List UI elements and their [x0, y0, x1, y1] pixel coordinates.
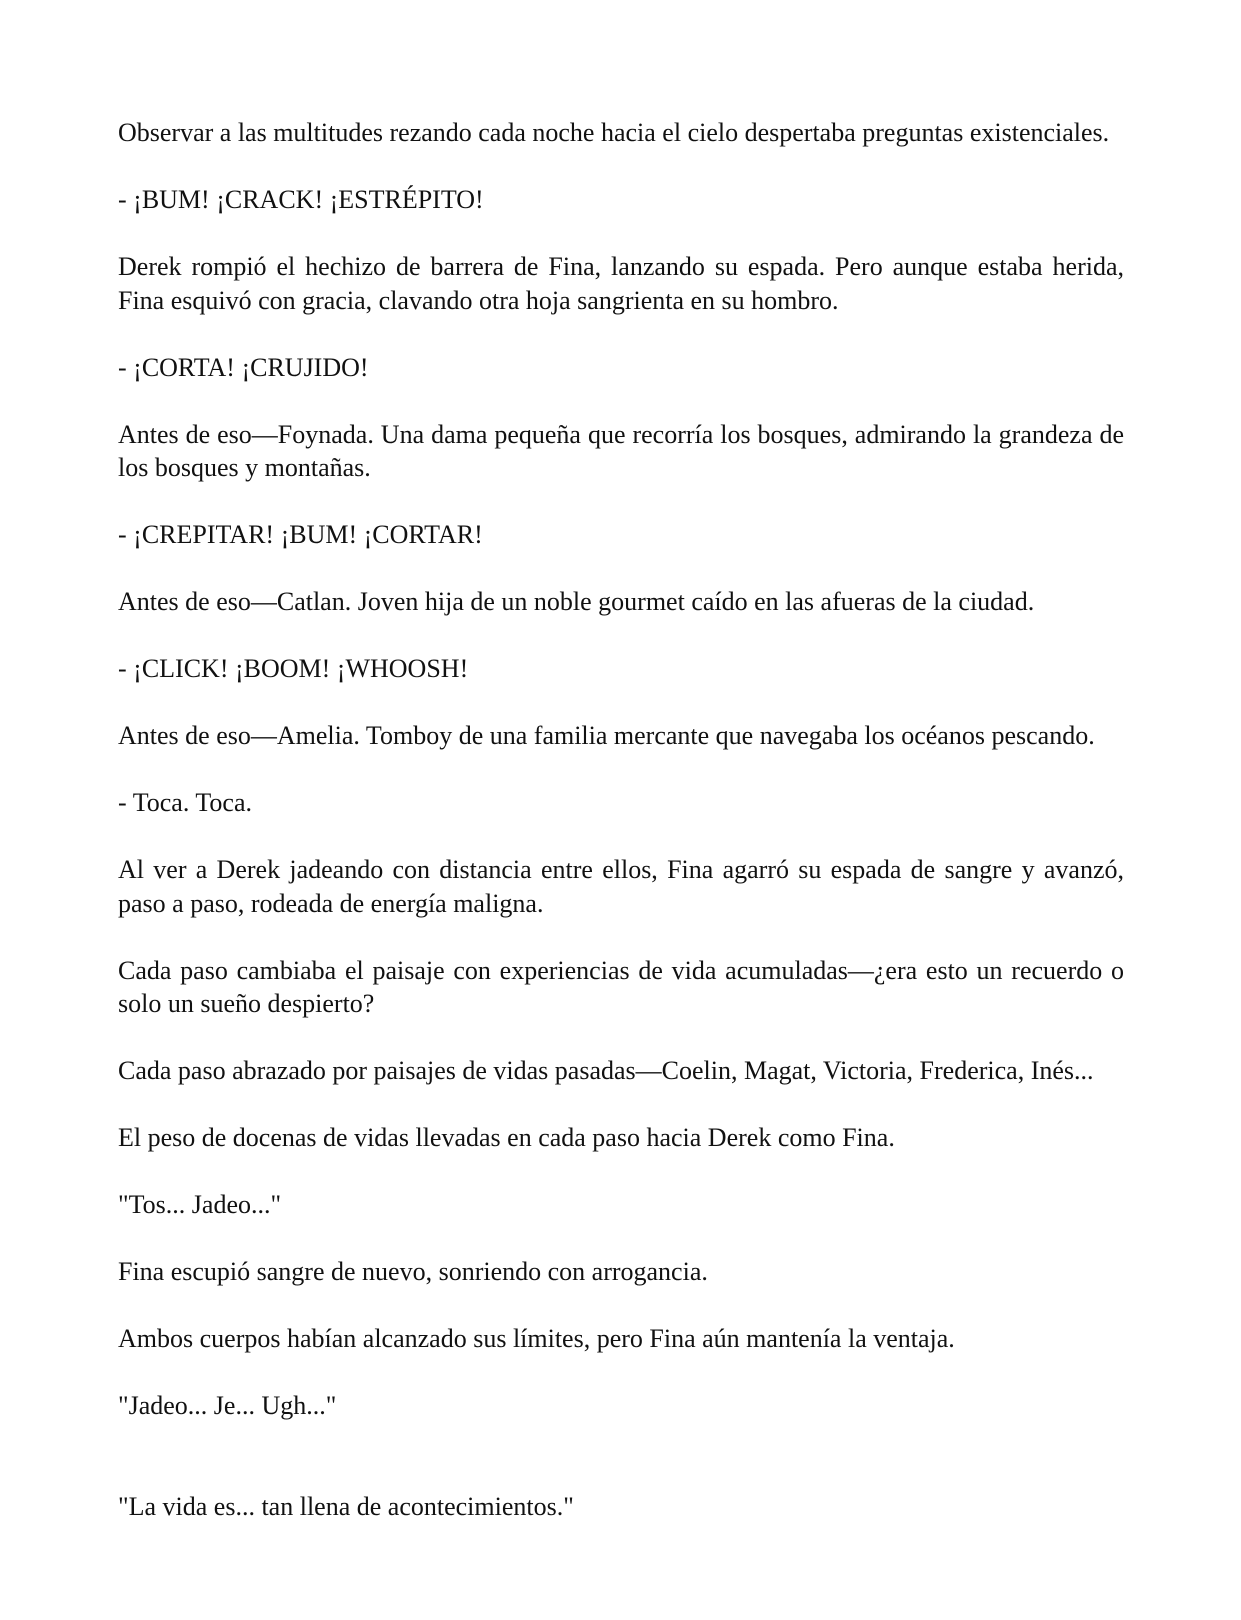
dialogue-line: "Jadeo... Je... Ugh..." — [118, 1391, 337, 1420]
paragraph: Fina escupió sangre de nuevo, sonriendo con arrogancia. — [118, 1257, 708, 1286]
dialogue-line: "Tos... Jadeo..." — [118, 1190, 282, 1219]
sound-effect-line: - ¡CORTA! ¡CRUJIDO! — [118, 352, 369, 382]
paragraph: Cada paso cambiaba el paisaje con experiencias de vida acumuladas—¿era esto un recuerdo o solo un sueño despierto? — [118, 955, 1124, 1018]
paragraph: Al ver a Derek jadeando con distancia entre ellos, Fina agarró su espada de sangre y avanzó, paso a paso, rodeada de energía maligna. — [118, 855, 1124, 918]
paragraph: Observar a las multitudes rezando cada noche hacia el cielo despertaba preguntas existenciales. — [118, 118, 1110, 147]
sound-effect-line: - ¡CLICK! ¡BOOM! ¡WHOOSH! — [118, 654, 469, 683]
paragraph: Antes de eso—Foynada. Una dama pequeña que recorría los bosques, admirando la grandeza de los bosques y montañas. — [118, 419, 1124, 482]
paragraph: Derek rompió el hechizo de barrera de Fina, lanzando su espada. Pero aunque estaba herida, Fina esquivó con gracia, clavando otra hoja sangrienta en su hombro. — [118, 252, 1124, 315]
paragraph: Ambos cuerpos habían alcanzado sus límites, pero Fina aún mantenía la ventaja. — [118, 1324, 955, 1353]
sound-effect-line: - Toca. Toca. — [118, 788, 253, 817]
dialogue-line: "La vida es... tan llena de acontecimientos." — [118, 1491, 574, 1521]
sound-effect-line: - ¡BUM! ¡CRACK! ¡ESTRÉPITO! — [118, 185, 484, 214]
paragraph: Cada paso abrazado por paisajes de vidas pasadas—Coelin, Magat, Victoria, Frederica, Inés... — [118, 1056, 1094, 1085]
paragraph: Antes de eso—Amelia. Tomboy de una familia mercante que navegaba los océanos pescando. — [118, 721, 1095, 750]
paragraph: Antes de eso—Catlan. Joven hija de un noble gourmet caído en las afueras de la ciudad. — [118, 587, 1035, 616]
paragraph: El peso de docenas de vidas llevadas en cada paso hacia Derek como Fina. — [118, 1123, 895, 1152]
sound-effect-line: - ¡CREPITAR! ¡BUM! ¡CORTAR! — [118, 520, 483, 549]
body-text — [118, 116, 1124, 1557]
